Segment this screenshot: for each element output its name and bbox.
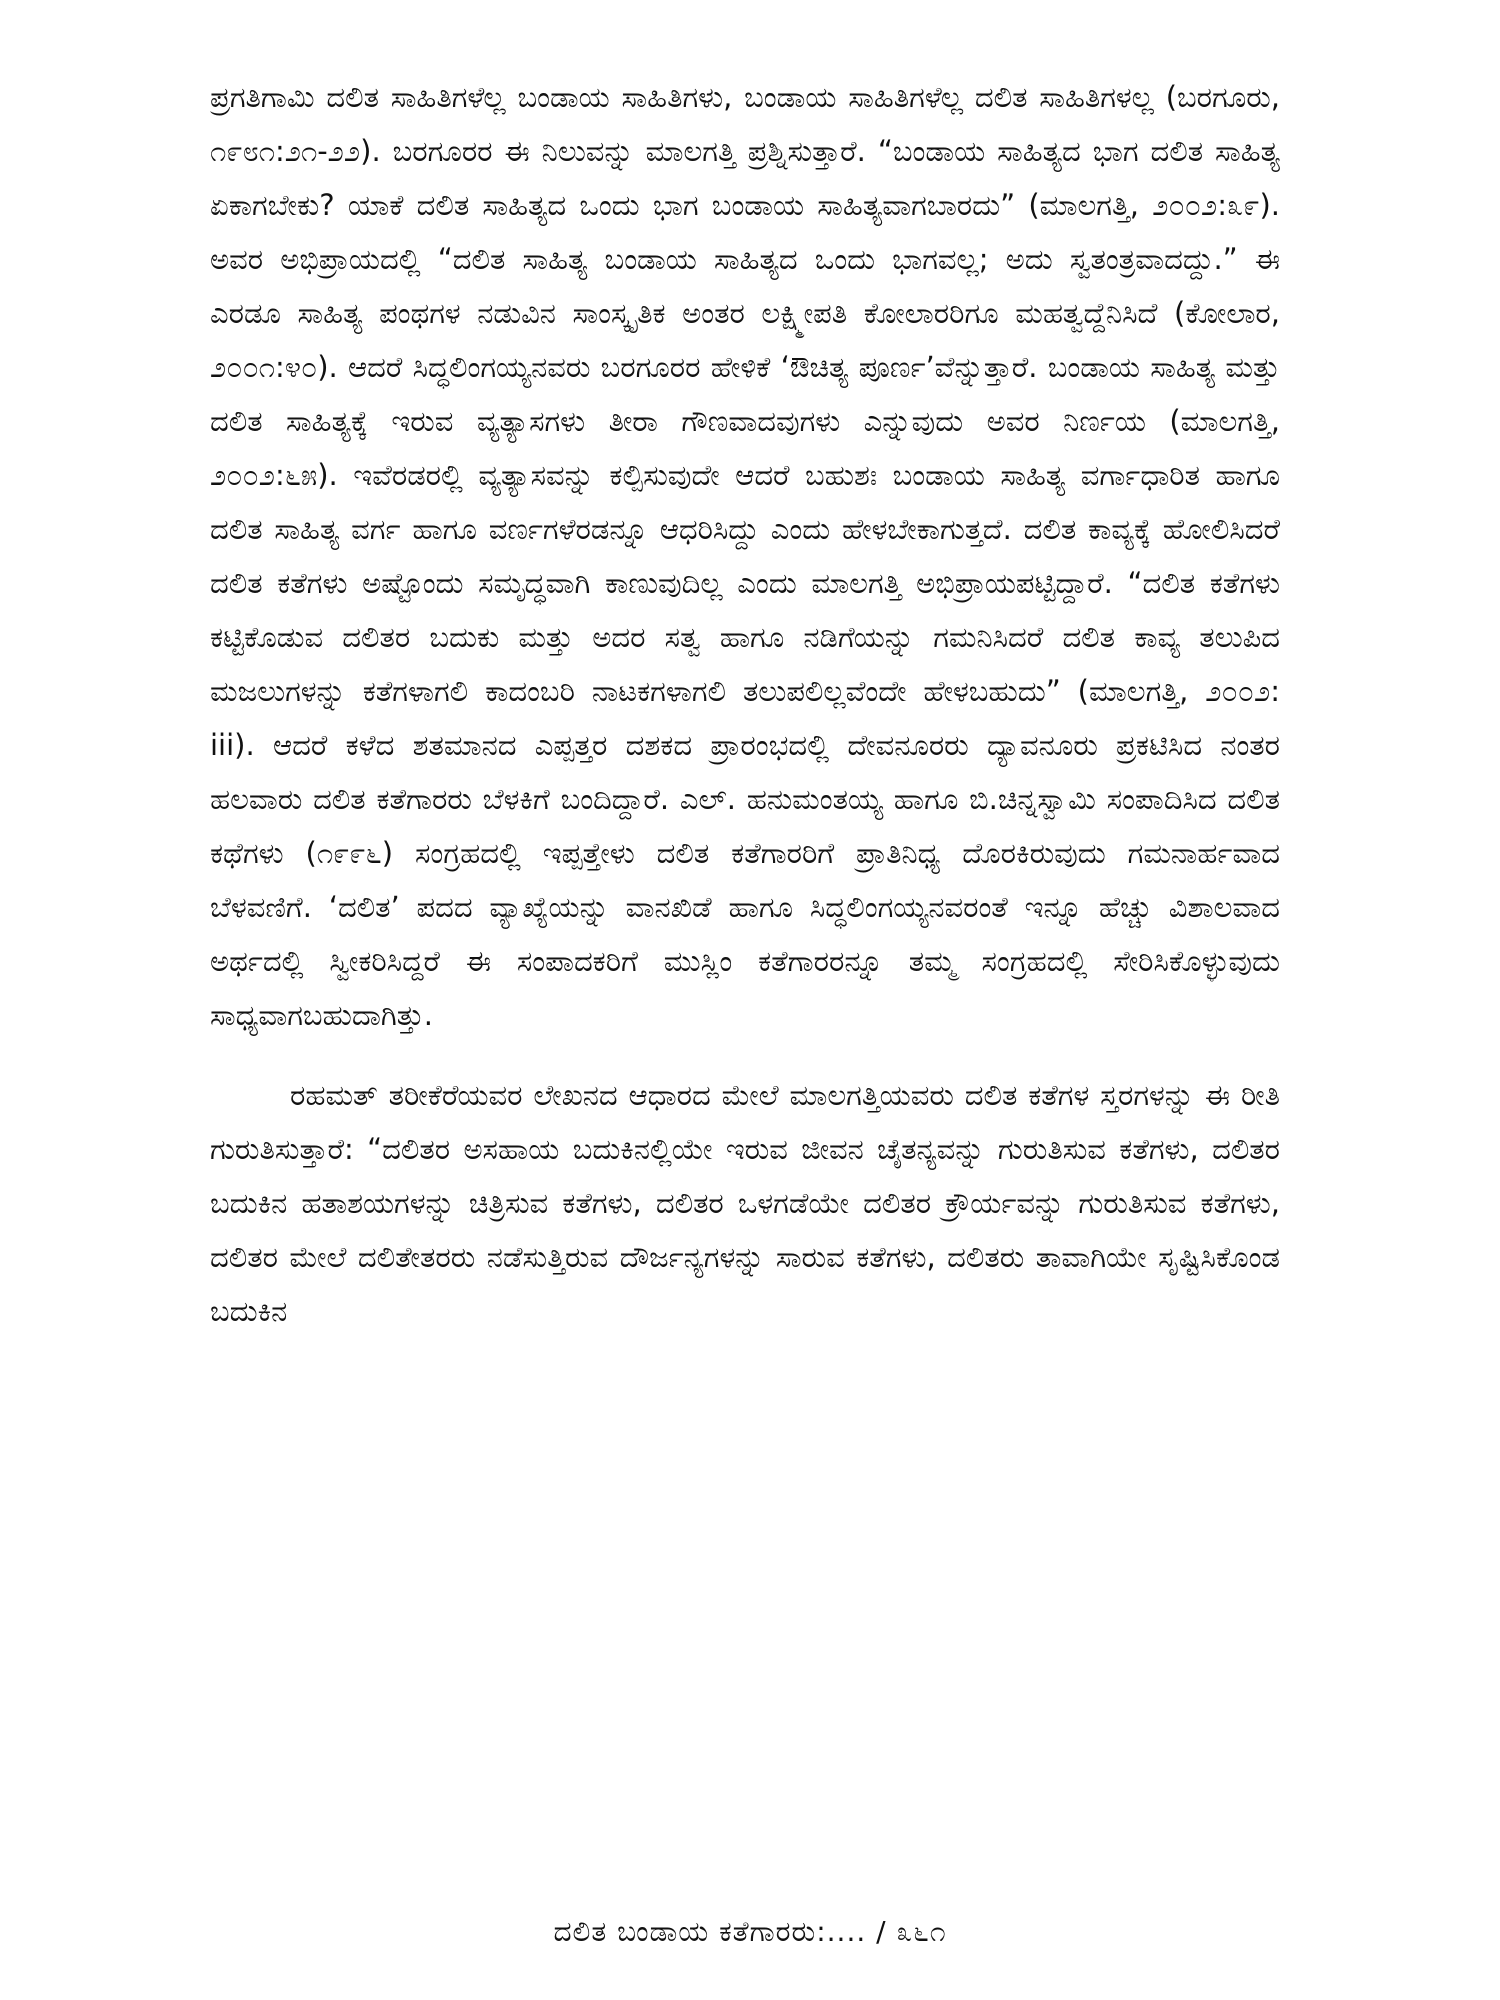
paragraph-1: ಪ್ರಗತಿಗಾಮಿ ದಲಿತ ಸಾಹಿತಿಗಳೆಲ್ಲ ಬಂಡಾಯ ಸಾಹಿತಿಗಳು, ಬಂಡಾಯ ಸಾಹಿತಿಗಳೆಲ್ಲ ದಲಿತ ಸಾಹಿತಿಗಳಲ್ಲ (ಬರಗೂರು, ೧೯೮೧:೨೧-೨೨). ಬರಗೂರರ ಈ ನಿಲುವನ್ನು ಮಾಲಗತ್ತಿ ಪ್ರಶ್ನಿಸುತ್ತಾರೆ. “ಬಂಡಾಯ ಸಾಹಿತ್ಯದ ಭಾಗ ದಲಿತ ಸಾಹಿತ್ಯ ಏಕಾಗಬೇಕು? ಯಾಕೆ ದಲಿತ ಸಾಹಿತ್ಯದ ಒಂದು ಭಾಗ ಬಂಡಾಯ ಸಾಹಿತ್ಯವಾಗಬಾರದು” (ಮಾಲಗತ್ತಿ, ೨೦೦೨:೩೯). ಅವರ ಅಭಿಪ್ರಾಯದಲ್ಲಿ “ದಲಿತ ಸಾಹಿತ್ಯ ಬಂಡಾಯ ಸಾಹಿತ್ಯದ ಒಂದು ಭಾಗವಲ್ಲ; ಅದು ಸ್ವತಂತ್ರವಾದದ್ದು.” ಈ ಎರಡೂ ಸಾಹಿತ್ಯ ಪಂಥಗಳ ನಡುವಿನ ಸಾಂಸ್ಕೃತಿಕ ಅಂತರ ಲಕ್ಷ್ಮೀಪತಿ ಕೋಲಾರರಿಗೂ ಮಹತ್ವದ್ದೆನಿಸಿದೆ (ಕೋಲಾರ, ೨೦೦೧:೪೦). ಆದರೆ ಸಿದ್ಧಲಿಂಗಯ್ಯನವರು ಬರಗೂರರ ಹೇಳಿಕೆ ‘ಔಚಿತ್ಯ ಪೂರ್ಣ’ವೆನ್ನುತ್ತಾರೆ. ಬಂಡಾಯ ಸಾಹಿತ್ಯ ಮತ್ತು ದಲಿತ ಸಾಹಿತ್ಯಕ್ಕೆ ಇರುವ ವ್ಯತ್ಯಾಸಗಳು ತೀರಾ ಗೌಣವಾದವುಗಳು ಎನ್ನುವುದು ಅವರ ನಿರ್ಣಯ (ಮಾಲಗತ್ತಿ, ೨೦೦೨:೬೫). ಇವೆರಡರಲ್ಲಿ ವ್ಯತ್ಯಾಸವನ್ನು ಕಲ್ಪಿಸುವುದೇ ಆದರೆ ಬಹುಶಃ ಬಂಡಾಯ ಸಾಹಿತ್ಯ ವರ್ಗಾಧಾರಿತ ಹಾಗೂ ದಲಿತ ಸಾಹಿತ್ಯ ವರ್ಗ ಹಾಗೂ ವರ್ಣಗಳೆರಡನ್ನೂ ಆಧರಿಸಿದ್ದು ಎಂದು ಹೇಳಬೇಕಾಗುತ್ತದೆ. ದಲಿತ ಕಾವ್ಯಕ್ಕೆ ಹೋಲಿಸಿದರೆ ದಲಿತ ಕತೆಗಳು ಅಷ್ಟೊಂದು ಸಮೃದ್ಧವಾಗಿ ಕಾಣುವುದಿಲ್ಲ ಎಂದು ಮಾಲಗತ್ತಿ ಅಭಿಪ್ರಾಯಪಟ್ಟಿದ್ದಾರೆ. “ದಲಿತ ಕತೆಗಳು ಕಟ್ಟಿಕೊಡುವ ದಲಿತರ ಬದುಕು ಮತ್ತು ಅದರ ಸತ್ವ ಹಾಗೂ ನಡಿಗೆಯನ್ನು ಗಮನಿಸಿದರೆ ದಲಿತ ಕಾವ್ಯ ತಲುಪಿದ ಮಜಲುಗಳನ್ನು ಕತೆಗಳಾಗಲಿ ಕಾದಂಬರಿ ನಾಟಕಗಳಾಗಲಿ ತಲುಪಲಿಲ್ಲವೆಂದೇ ಹೇಳಬಹುದು” (ಮಾಲಗತ್ತಿ, ೨೦೦೨: iii). ಆದರೆ ಕಳೆದ ಶತಮಾನದ ಎಪ್ಪತ್ತರ ದಶಕದ ಪ್ರಾರಂಭದಲ್ಲಿ ದೇವನೂರರು ದ್ಯಾವನೂರು ಪ್ರಕಟಿಸಿದ ನಂತರ ಹಲವಾರು ದಲಿತ ಕತೆಗಾರರು ಬೆಳಕಿಗೆ ಬಂದಿದ್ದಾರೆ. ಎಲ್. ಹನುಮಂತಯ್ಯ ಹಾಗೂ ಬಿ.ಚಿನ್ನಸ್ವಾಮಿ ಸಂಪಾದಿಸಿದ ದಲಿತ ಕಥೆಗಳು (೧೯೯೬) ಸಂಗ್ರಹದಲ್ಲಿ ಇಪ್ಪತ್ತೇಳು ದಲಿತ ಕತೆಗಾರರಿಗೆ ಪ್ರಾತಿನಿಧ್ಯ ದೊರಕಿರುವುದು ಗಮನಾರ್ಹವಾದ ಬೆಳವಣಿಗೆ. ‘ದಲಿತ’ ಪದದ ವ್ಯಾಖ್ಯೆಯನ್ನು ವಾನಖಿಡೆ ಹಾಗೂ ಸಿದ್ಧಲಿಂಗಯ್ಯನವರಂತೆ ಇನ್ನೂ ಹೆಚ್ಚು ವಿಶಾಲವಾದ ಅರ್ಥದಲ್ಲಿ ಸ್ವೀಕರಿಸಿದ್ದರೆ ಈ ಸಂಪಾದಕರಿಗೆ ಮುಸ್ಲಿಂ ಕತೆಗಾರರನ್ನೂ ತಮ್ಮ ಸಂಗ್ರಹದಲ್ಲಿ ಸೇರಿಸಿಕೊಳ್ಳುವುದು ಸಾಧ್ಯವಾಗಬಹುದಾಗಿತ್ತು. [210,80,1280,1032]
body-text [210,70,1280,1338]
page-footer: ದಲಿತ ಬಂಡಾಯ ಕತೆಗಾರರು:.... / ೩೬೧ [553,1915,947,1948]
paragraph-2: ರಹಮತ್ ತರೀಕೆರೆಯವರ ಲೇಖನದ ಆಧಾರದ ಮೇಲೆ ಮಾಲಗತ್ತಿಯವರು ದಲಿತ ಕತೆಗಳ ಸ್ತರಗಳನ್ನು ಈ ರೀತಿ ಗುರುತಿಸುತ್ತಾರೆ: “ದಲಿತರ ಅಸಹಾಯ ಬದುಕಿನಲ್ಲಿಯೇ ಇರುವ ಜೀವನ ಚೈತನ್ಯವನ್ನು ಗುರುತಿಸುವ ಕತೆಗಳು, ದಲಿತರ ಬದುಕಿನ ಹತಾಶಯಗಳನ್ನು ಚಿತ್ರಿಸುವ ಕತೆಗಳು, ದಲಿತರ ಒಳಗಡೆಯೇ ದಲಿತರ ಕ್ರೌರ್ಯವನ್ನು ಗುರುತಿಸುವ ಕತೆಗಳು, ದಲಿತರ ಮೇಲೆ ದಲಿತೇತರರು ನಡೆಸುತ್ತಿರುವ ದೌರ್ಜನ್ಯಗಳನ್ನು ಸಾರುವ ಕತೆಗಳು, ದಲಿತರು ತಾವಾಗಿಯೇ ಸೃಷ್ಟಿಸಿಕೊಂಡ ಬದುಕಿನ [210,1078,1280,1328]
